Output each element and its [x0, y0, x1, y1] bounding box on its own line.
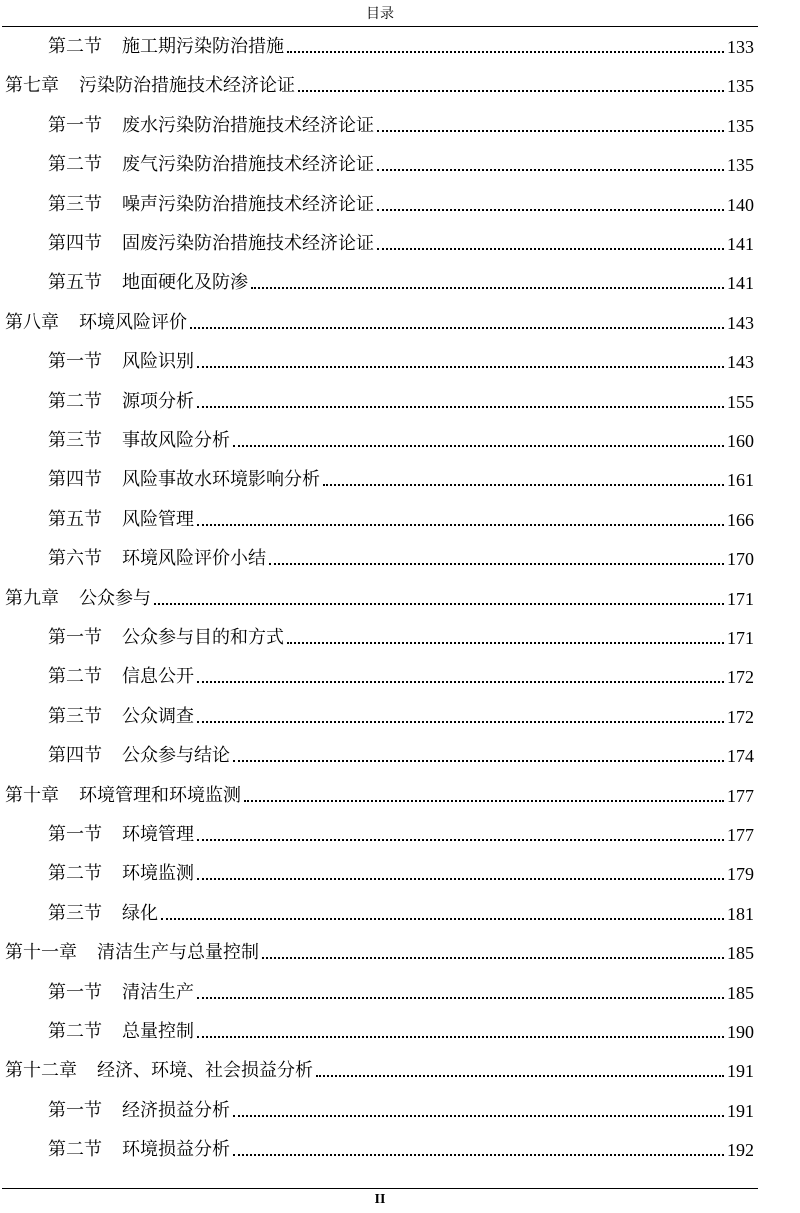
toc-dot-leader	[197, 838, 724, 841]
toc-section-entry[interactable]	[48, 347, 754, 373]
toc-entry-number: 第一节	[48, 824, 102, 845]
toc-entry-title: 清洁生产	[122, 981, 194, 1003]
toc-entry-page-number: 141	[727, 234, 754, 254]
toc-section-entry[interactable]	[48, 268, 754, 294]
toc-section-entry[interactable]	[48, 426, 754, 452]
toc-dot-leader	[197, 523, 724, 526]
toc-dot-leader	[197, 405, 724, 408]
toc-entry-page-number: 172	[727, 667, 754, 688]
toc-entry-title: 环境风险评价	[79, 311, 187, 333]
toc-entry-title: 公众参与结论	[122, 745, 230, 767]
toc-entry-number: 第二节	[48, 1139, 102, 1161]
toc-section-entry[interactable]	[48, 150, 754, 176]
toc-dot-leader	[197, 680, 724, 683]
toc-section-entry[interactable]	[48, 190, 754, 216]
toc-dot-leader	[154, 602, 724, 605]
toc-chapter-entry[interactable]	[5, 71, 754, 97]
toc-section-entry[interactable]	[48, 1096, 754, 1122]
toc-entry-page-number: 161	[727, 470, 754, 491]
toc-entry-title: 废气污染防治措施技术经济论证	[122, 154, 374, 176]
toc-entry-title: 施工期污染防治措施	[122, 36, 284, 57]
toc-entry-number: 第八章	[5, 311, 59, 333]
toc-entry-title: 公众参与	[79, 587, 151, 609]
toc-dot-leader	[287, 641, 724, 644]
toc-entry-title: 公众调查	[122, 705, 194, 727]
toc-entry-page-number: 143	[727, 352, 754, 373]
toc-dot-leader	[197, 365, 724, 368]
toc-dot-leader	[377, 168, 724, 171]
toc-section-entry[interactable]	[48, 1135, 754, 1161]
toc-section-entry[interactable]	[48, 820, 754, 846]
toc-entry-page-number: 171	[727, 588, 754, 609]
toc-dot-leader	[323, 483, 724, 486]
toc-entry-number: 第三节	[48, 193, 102, 215]
toc-entry-number: 第一节	[48, 351, 102, 373]
toc-dot-leader	[197, 720, 724, 723]
toc-dot-leader	[262, 956, 724, 959]
toc-dot-leader	[377, 129, 724, 132]
toc-entry-page-number: 185	[727, 943, 754, 964]
toc-entry-number: 第十一章	[5, 942, 77, 964]
toc-section-entry[interactable]	[48, 32, 754, 58]
footer-page-number: II	[374, 1192, 386, 1207]
toc-entry-page-number: 135	[727, 115, 754, 136]
toc-section-entry[interactable]	[48, 465, 754, 491]
toc-entry-number: 第四节	[48, 469, 102, 491]
toc-entry-title: 源项分析	[122, 390, 194, 412]
toc-entry-page-number: 181	[727, 903, 754, 924]
toc-dot-leader	[287, 50, 724, 53]
header-title: 目录	[366, 6, 394, 22]
toc-entry-page-number: 177	[727, 825, 754, 845]
toc-dot-leader	[316, 1074, 724, 1077]
toc-entry-number: 第二节	[48, 863, 102, 885]
toc-section-entry[interactable]	[48, 662, 754, 688]
toc-entry-page-number: 191	[727, 1100, 754, 1121]
toc-entry-title: 经济、环境、社会损益分析	[97, 1060, 313, 1082]
toc-entry-number: 第二节	[48, 666, 102, 688]
toc-entry-number: 第一节	[48, 1099, 102, 1121]
toc-section-entry[interactable]	[48, 544, 754, 570]
toc-entry-title: 环境损益分析	[122, 1139, 230, 1161]
toc-entry-number: 第二节	[48, 154, 102, 176]
toc-entry-number: 第二节	[48, 1021, 102, 1042]
toc-entry-page-number: 140	[727, 194, 754, 215]
page-header	[2, 0, 758, 27]
toc-entry-title: 固废污染防治措施技术经济论证	[122, 233, 374, 254]
toc-entry-title: 地面硬化及防渗	[122, 272, 248, 294]
toc-entry-page-number: 191	[727, 1061, 754, 1082]
toc-entry-page-number: 192	[727, 1140, 754, 1161]
toc-entry-number: 第一节	[48, 981, 102, 1003]
toc-chapter-entry[interactable]	[5, 938, 754, 964]
toc-entry-title: 事故风险分析	[122, 430, 230, 451]
toc-entry-page-number: 190	[727, 1022, 754, 1042]
toc-entry-number: 第十二章	[5, 1060, 77, 1082]
toc-entry-number: 第四节	[48, 745, 102, 767]
toc-entry-title: 公众参与目的和方式	[122, 627, 284, 648]
toc-entry-number: 第四节	[48, 233, 102, 254]
toc-dot-leader	[233, 1114, 724, 1117]
toc-dot-leader	[269, 562, 724, 565]
toc-entry-page-number: 135	[727, 76, 754, 97]
toc-dot-leader	[233, 444, 724, 447]
toc-dot-leader	[377, 247, 724, 250]
toc-entry-title: 风险识别	[122, 351, 194, 373]
toc-section-entry[interactable]	[48, 702, 754, 728]
toc-entry-number: 第三节	[48, 705, 102, 727]
toc-entry-title: 绿化	[122, 902, 158, 924]
toc-entry-page-number: 141	[727, 273, 754, 294]
toc-entry-page-number: 185	[727, 982, 754, 1003]
toc-entry-page-number: 135	[727, 155, 754, 176]
toc-chapter-entry[interactable]	[5, 308, 754, 334]
page-footer	[2, 1188, 758, 1211]
toc-dot-leader	[377, 208, 724, 211]
toc-entry-number: 第三节	[48, 902, 102, 924]
toc-entry-number: 第二节	[48, 36, 102, 57]
toc-entry-number: 第五节	[48, 272, 102, 294]
toc-entry-title: 环境管理	[122, 824, 194, 845]
toc-entry-title: 噪声污染防治措施技术经济论证	[122, 193, 374, 215]
toc-entry-page-number: 174	[727, 746, 754, 767]
toc-dot-leader	[190, 326, 724, 329]
toc-entry-page-number: 172	[727, 706, 754, 727]
toc-entry-title: 风险管理	[122, 508, 194, 530]
toc-chapter-entry[interactable]	[5, 1056, 754, 1082]
toc-entry-title: 环境管理和环境监测	[79, 784, 241, 806]
toc-entry-page-number: 170	[727, 549, 754, 570]
toc-entry-number: 第五节	[48, 508, 102, 530]
toc-entry-title: 经济损益分析	[122, 1099, 230, 1121]
toc-dot-leader	[233, 1153, 724, 1156]
toc-entry-number: 第一节	[48, 627, 102, 648]
toc-dot-leader	[298, 89, 724, 92]
toc-dot-leader	[197, 1035, 724, 1038]
toc-section-entry[interactable]	[48, 229, 754, 255]
toc-entry-title: 环境监测	[122, 863, 194, 885]
toc-entry-title: 废水污染防治措施技术经济论证	[122, 114, 374, 136]
toc-entry-number: 第十章	[5, 784, 59, 806]
toc-section-entry[interactable]	[48, 387, 754, 413]
toc-entry-number: 第一节	[48, 114, 102, 136]
toc-entry-title: 风险事故水环境影响分析	[122, 469, 320, 491]
toc-dot-leader	[251, 286, 724, 289]
toc-entry-page-number: 179	[727, 864, 754, 885]
toc-section-entry[interactable]	[48, 899, 754, 925]
toc-dot-leader	[244, 799, 724, 802]
toc-entry-title: 环境风险评价小结	[122, 548, 266, 570]
toc-section-entry[interactable]	[48, 111, 754, 137]
toc-entry-page-number: 133	[727, 37, 754, 57]
toc-section-entry[interactable]	[48, 505, 754, 531]
toc-entry-page-number: 177	[727, 785, 754, 806]
toc-dot-leader	[197, 996, 724, 999]
toc-section-entry[interactable]	[48, 978, 754, 1004]
toc-entry-number: 第九章	[5, 587, 59, 609]
toc-dot-leader	[161, 917, 724, 920]
toc-entry-title: 总量控制	[122, 1021, 194, 1042]
toc-dot-leader	[197, 877, 724, 880]
toc-entry-page-number: 160	[727, 431, 754, 451]
toc-entry-title: 清洁生产与总量控制	[97, 942, 259, 964]
toc-chapter-entry[interactable]	[5, 584, 754, 610]
toc-section-entry[interactable]	[48, 741, 754, 767]
toc-section-entry[interactable]	[48, 623, 754, 649]
toc-section-entry[interactable]	[48, 859, 754, 885]
toc-entry-title: 信息公开	[122, 666, 194, 688]
toc-entry-title: 污染防治措施技术经济论证	[79, 75, 295, 97]
toc-entry-number: 第三节	[48, 430, 102, 451]
toc-entry-page-number: 171	[727, 628, 754, 648]
toc-entry-page-number: 143	[727, 312, 754, 333]
toc-dot-leader	[233, 759, 724, 762]
toc-entry-number: 第二节	[48, 390, 102, 412]
toc-entry-number: 第六节	[48, 548, 102, 570]
toc-entry-number: 第七章	[5, 75, 59, 97]
toc-section-entry[interactable]	[48, 1017, 754, 1043]
toc-entry-page-number: 155	[727, 391, 754, 412]
toc-entry-page-number: 166	[727, 509, 754, 530]
toc-chapter-entry[interactable]	[5, 781, 754, 807]
